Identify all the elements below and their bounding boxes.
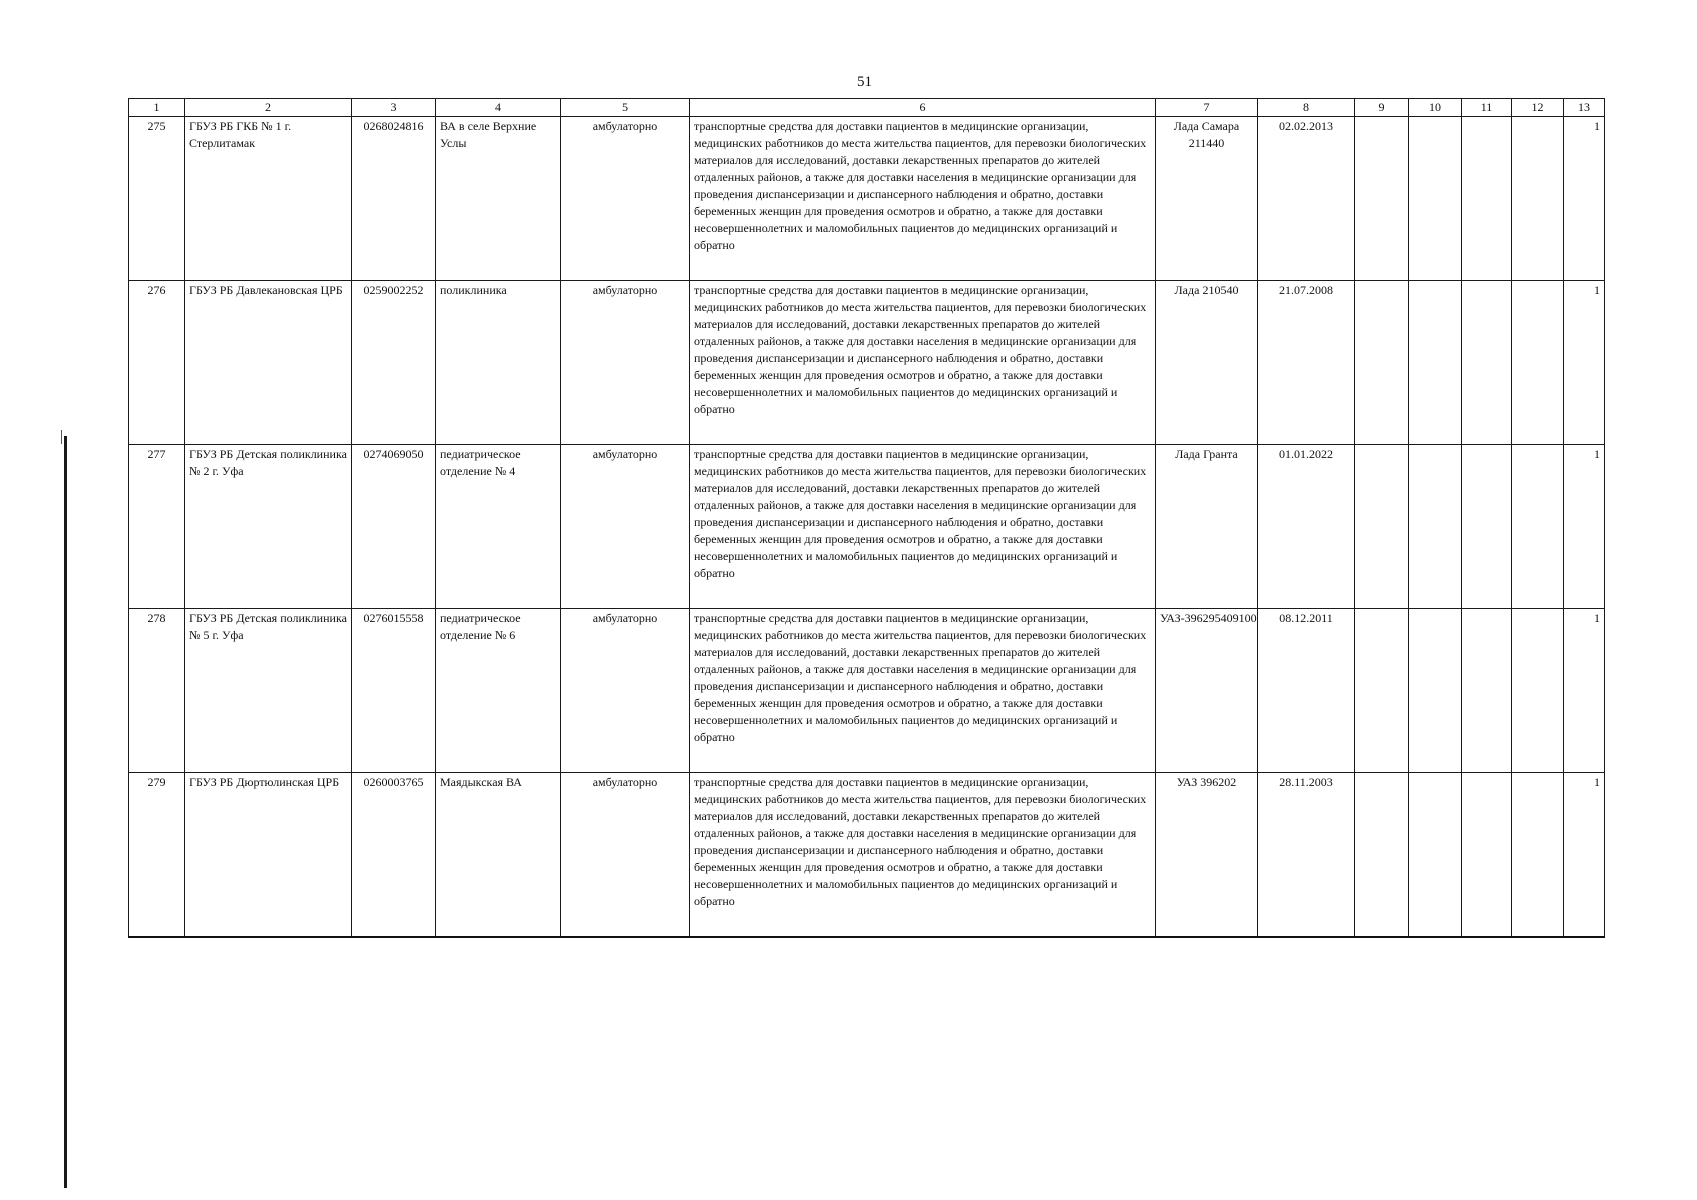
col10-cell (1409, 773, 1462, 937)
column-number: 10 (1409, 99, 1462, 117)
purpose-cell: транспортные средства для доставки пациентов в медицинские организации, медицинских работников до места жительства пациентов, для перевозки биологических материалов для исследований, доставки лекарственных препаратов до жителей отдаленных районов, а также для доставки населения в медицинские организации для проведения диспансеризации и диспансерного наблюдения и обратно, доставки беременных женщин для проведения осмотров и обратно, а также для доставки несовершеннолетних и маломобильных пациентов до медицинских организаций и обратно (690, 281, 1156, 445)
column-number-row (129, 99, 1605, 117)
column-number: 13 (1564, 99, 1605, 117)
col10-cell (1409, 117, 1462, 281)
table-row (129, 445, 1605, 609)
date-cell: 21.07.2008 (1258, 281, 1355, 445)
column-number: 12 (1512, 99, 1564, 117)
organization-cell: ГБУЗ РБ Детская поликлиника № 5 г. Уфа (185, 609, 352, 773)
table-row (129, 773, 1605, 937)
table-row (129, 609, 1605, 773)
vehicle-cell: УАЗ 396202 (1156, 773, 1258, 937)
column-number: 2 (185, 99, 352, 117)
column-number: 7 (1156, 99, 1258, 117)
purpose-cell: транспортные средства для доставки пациентов в медицинские организации, медицинских работников до места жительства пациентов, для перевозки биологических материалов для исследований, доставки лекарственных препаратов до жителей отдаленных районов, а также для доставки населения в медицинские организации для проведения диспансеризации и диспансерного наблюдения и обратно, доставки беременных женщин для проведения осмотров и обратно, а также для доставки несовершеннолетних и маломобильных пациентов до медицинских организаций и обратно (690, 117, 1156, 281)
date-cell: 01.01.2022 (1258, 445, 1355, 609)
count-cell: 1 (1564, 281, 1605, 445)
purpose-cell: транспортные средства для доставки пациентов в медицинские организации, медицинских работников до места жительства пациентов, для перевозки биологических материалов для исследований, доставки лекарственных препаратов до жителей отдаленных районов, а также для доставки населения в медицинские организации для проведения диспансеризации и диспансерного наблюдения и обратно, доставки беременных женщин для проведения осмотров и обратно, а также для доставки несовершеннолетних и маломобильных пациентов до медицинских организаций и обратно (690, 773, 1156, 937)
row-number: 278 (129, 609, 185, 773)
count-cell: 1 (1564, 773, 1605, 937)
col9-cell (1355, 773, 1409, 937)
column-number: 4 (436, 99, 561, 117)
column-number: 9 (1355, 99, 1409, 117)
col9-cell (1355, 445, 1409, 609)
table-row (129, 281, 1605, 445)
col11-cell (1462, 281, 1512, 445)
purpose-cell: транспортные средства для доставки пациентов в медицинские организации, медицинских работников до места жительства пациентов, для перевозки биологических материалов для исследований, доставки лекарственных препаратов до жителей отдаленных районов, а также для доставки населения в медицинские организации для проведения диспансеризации и диспансерного наблюдения и обратно, доставки беременных женщин для проведения осмотров и обратно, а также для доставки несовершеннолетних и маломобильных пациентов до медицинских организаций и обратно (690, 609, 1156, 773)
scan-edge-bar (64, 436, 67, 1188)
unit-cell: Маядыкская ВА (436, 773, 561, 937)
col12-cell (1512, 445, 1564, 609)
row-number: 279 (129, 773, 185, 937)
col11-cell (1462, 773, 1512, 937)
count-cell: 1 (1564, 445, 1605, 609)
column-number: 11 (1462, 99, 1512, 117)
column-number: 3 (352, 99, 436, 117)
organization-cell: ГБУЗ РБ Давлекановская ЦРБ (185, 281, 352, 445)
care-type-cell: амбулаторно (561, 445, 690, 609)
unit-cell: педиатрическое отделение № 6 (436, 609, 561, 773)
code-cell: 0268024816 (352, 117, 436, 281)
row-number: 276 (129, 281, 185, 445)
care-type-cell: амбулаторно (561, 773, 690, 937)
date-cell: 28.11.2003 (1258, 773, 1355, 937)
col12-cell (1512, 117, 1564, 281)
unit-cell: ВА в селе Верхние Услы (436, 117, 561, 281)
col11-cell (1462, 609, 1512, 773)
code-cell: 0259002252 (352, 281, 436, 445)
organization-cell: ГБУЗ РБ Детская поликлиника № 2 г. Уфа (185, 445, 352, 609)
care-type-cell: амбулаторно (561, 117, 690, 281)
count-cell: 1 (1564, 117, 1605, 281)
page-number: 51 (857, 74, 872, 90)
col11-cell (1462, 117, 1512, 281)
col10-cell (1409, 445, 1462, 609)
col12-cell (1512, 609, 1564, 773)
unit-cell: поликлиника (436, 281, 561, 445)
col9-cell (1355, 609, 1409, 773)
vehicle-cell: УАЗ-396295409100 (1156, 609, 1258, 773)
table-row (129, 117, 1605, 281)
row-number: 277 (129, 445, 185, 609)
scan-edge-tick (61, 430, 62, 444)
col12-cell (1512, 281, 1564, 445)
col12-cell (1512, 773, 1564, 937)
purpose-cell: транспортные средства для доставки пациентов в медицинские организации, медицинских работников до места жительства пациентов, для перевозки биологических материалов для исследований, доставки лекарственных препаратов до жителей отдаленных районов, а также для доставки населения в медицинские организации для проведения диспансеризации и диспансерного наблюдения и обратно, доставки беременных женщин для проведения осмотров и обратно, а также для доставки несовершеннолетних и маломобильных пациентов до медицинских организаций и обратно (690, 445, 1156, 609)
unit-cell: педиатрическое отделение № 4 (436, 445, 561, 609)
col10-cell (1409, 281, 1462, 445)
column-number: 5 (561, 99, 690, 117)
column-number: 8 (1258, 99, 1355, 117)
vehicle-cell: Лада Гранта (1156, 445, 1258, 609)
date-cell: 08.12.2011 (1258, 609, 1355, 773)
organization-cell: ГБУЗ РБ ГКБ № 1 г. Стерлитамак (185, 117, 352, 281)
col9-cell (1355, 117, 1409, 281)
count-cell: 1 (1564, 609, 1605, 773)
code-cell: 0260003765 (352, 773, 436, 937)
organization-cell: ГБУЗ РБ Дюртюлинская ЦРБ (185, 773, 352, 937)
column-number: 6 (690, 99, 1156, 117)
vehicle-cell: Лада Самара 211440 (1156, 117, 1258, 281)
care-type-cell: амбулаторно (561, 609, 690, 773)
code-cell: 0274069050 (352, 445, 436, 609)
col10-cell (1409, 609, 1462, 773)
code-cell: 0276015558 (352, 609, 436, 773)
transport-register-table (128, 98, 1605, 938)
date-cell: 02.02.2013 (1258, 117, 1355, 281)
column-number: 1 (129, 99, 185, 117)
row-number: 275 (129, 117, 185, 281)
vehicle-cell: Лада 210540 (1156, 281, 1258, 445)
care-type-cell: амбулаторно (561, 281, 690, 445)
col11-cell (1462, 445, 1512, 609)
col9-cell (1355, 281, 1409, 445)
